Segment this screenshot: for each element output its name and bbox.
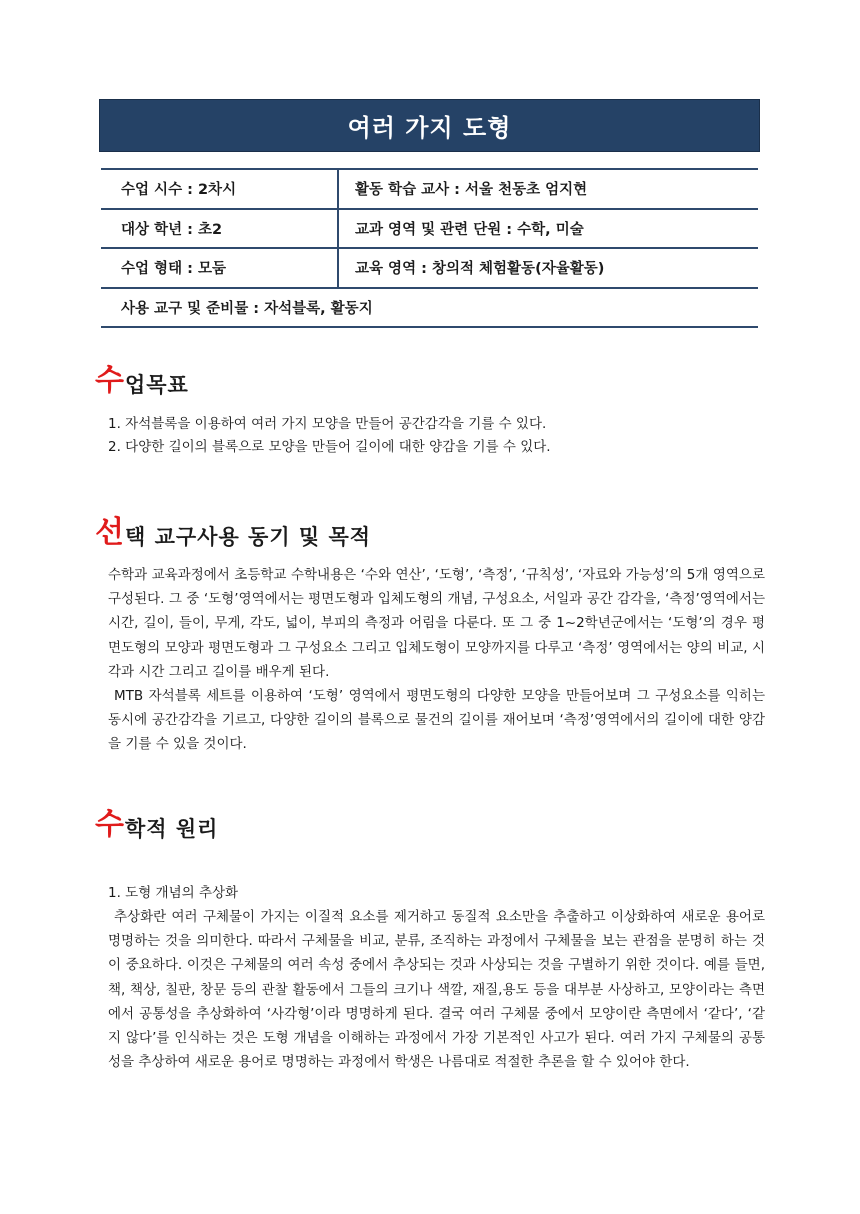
heading-initial: 수	[95, 363, 124, 398]
heading-text: 학적 원리	[124, 817, 219, 841]
heading-text: 업목표	[124, 373, 189, 397]
paragraph: 추상화란 여러 구체물이 가지는 이질적 요소를 제거하고 동질적 요소만을 추출하고 이상화하여 새로운 용어로 명명하는 것을 의미한다. 따라서 구체물을 비교, 분류, 조직하는 과정에서 구체물을 보는 관점을 분명히 하는 것이 중요하다. 이것은 구체물의 여러 속성 중에서 추상되는 것과 사상되는 것을 구별하기 위한 것이다. 예를 들면, 책, 책상, 칠판, 창문 등의 관찰 활동에서 그들의 크기나 색깔, 재질,용도 등을 대부분 사상하고, 모양이라는 측면에서 공통성을 추상화하여 ‘사각형’이라 명명하게 된다. 결국 여러 구체물 중에서 모양이란 측면에서 ‘같다’, ‘같지 않다’를 인식하는 것은 도형 개념을 이해하는 과정에서 가장 기본적인 사고가 된다. 여러 가지 구체물의 공통성을 추상하여 새로운 용어로 명명하는 과정에서 학생은 나름대로 적절한 추론을 할 수 있어야 한다.	[108, 909, 765, 1071]
info-grade: 대상 학년 : 초2	[101, 209, 338, 249]
list-item: 2. 다양한 길이의 블록으로 모양을 만들어 길이에 대한 양감을 기를 수 있다.	[108, 439, 551, 455]
table-row	[101, 288, 758, 328]
principle-body	[108, 905, 765, 1074]
section-heading-principle	[95, 807, 219, 842]
heading-text: 택 교구사용 동기 및 목적	[124, 525, 372, 549]
info-materials: 사용 교구 및 준비물 : 자석블록, 활동지	[101, 288, 758, 328]
principle-subtitle: 1. 도형 개념의 추상화	[108, 885, 239, 901]
info-subject: 교과 영역 및 관련 단원 : 수학, 미술	[338, 209, 758, 249]
table-row	[101, 169, 758, 209]
section-heading-purpose	[95, 515, 372, 550]
heading-initial: 선	[95, 515, 124, 550]
info-class-hours: 수업 시수 : 2차시	[101, 169, 338, 209]
info-teacher: 활동 학습 교사 : 서울 천동초 엄지현	[338, 169, 758, 209]
lesson-info-table	[101, 168, 758, 328]
section-heading-goals	[95, 363, 189, 398]
info-education-area: 교육 영역 : 창의적 체험활동(자율활동)	[338, 248, 758, 288]
goals-list	[108, 413, 768, 459]
paragraph: 수학과 교육과정에서 초등학교 수학내용은 ‘수와 연산’, ‘도형’, ‘측정’, ‘규칙성’, ‘자료와 가능성’의 5개 영역으로 구성된다. 그 중 ‘도형’영역에서는 평면도형과 입체도형의 개념, 구성요소, 서일과 공간 감각을, ‘측정’영역에서는 시간, 길이, 들이, 무게, 각도, 넓이, 부피의 측정과 어림을 다룬다. 또 그 중 1~2학년군에서는 ‘도형’의 경우 평면도형의 모양과 평면도형과 그 구성요소 그리고 입체도형이 모양까지를 다루고 ‘측정’ 영역에서는 양의 비교, 시각과 시간 그리고 길이를 배우게 된다.	[108, 567, 765, 680]
page-title: 여러 가지 도형	[99, 99, 760, 152]
heading-initial: 수	[95, 807, 124, 842]
info-class-type: 수업 형태 : 모둠	[101, 248, 338, 288]
list-item: 1. 자석블록을 이용하여 여러 가지 모양을 만들어 공간감각을 기를 수 있다.	[108, 416, 547, 432]
table-row	[101, 248, 758, 288]
table-row	[101, 209, 758, 249]
paragraph: MTB 자석블록 세트를 이용하여 ‘도형’ 영역에서 평면도형의 다양한 모양을 만들어보며 그 구성요소를 익히는 동시에 공간감각을 기르고, 다양한 길이의 블록으로 물건의 길이를 재어보며 ‘측정’영역에서의 길이에 대한 양감을 기를 수 있을 것이다.	[108, 688, 765, 753]
purpose-body	[108, 563, 765, 757]
